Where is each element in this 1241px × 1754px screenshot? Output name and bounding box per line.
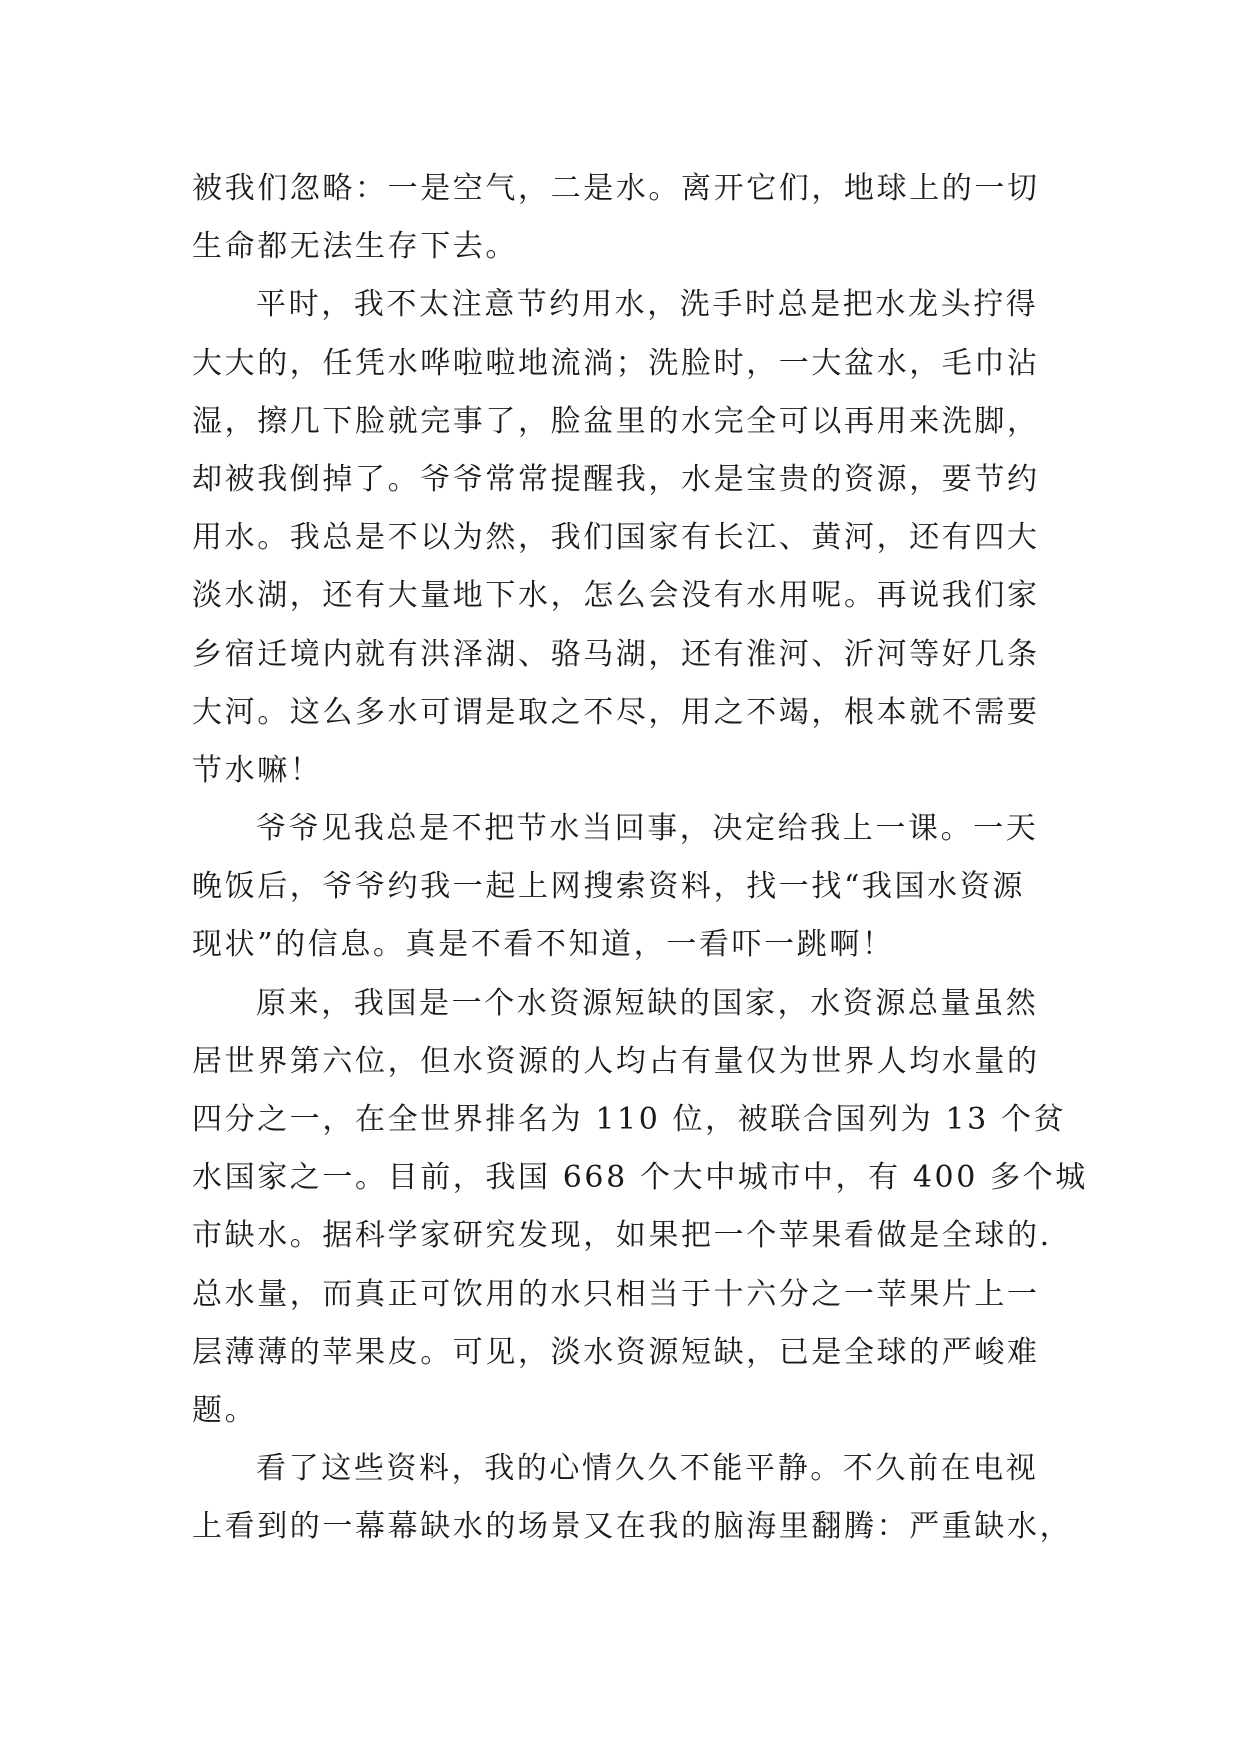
text-line: 水国家之一。目前，我国 668 个大中城市中，有 400 多个城	[192, 1160, 1088, 1196]
text-line: 湿，擦几下脸就完事了，脸盆里的水完全可以再用来洗脚，	[192, 403, 1040, 439]
text-line: 乡宿迁境内就有洪泽湖、骆马湖，还有淮河、沂河等好几条	[192, 636, 1040, 672]
text-line: 用水。我总是不以为然，我们国家有长江、黄河，还有四大	[192, 520, 1040, 556]
text-line: 四分之一，在全世界排名为 110 位，被联合国列为 13 个贫	[192, 1102, 1067, 1137]
text-line: 爷爷见我总是不把节水当回事，决定给我上一课。一天	[256, 811, 1039, 847]
text-line: 大大的，任凭水哗啦啦地流淌；洗脸时，一大盆水，毛巾沾	[192, 345, 1040, 381]
text-line: 节水嘛！	[192, 752, 323, 788]
text-line: 上看到的一幕幕缺水的场景又在我的脑海里翻腾：严重缺水，	[192, 1509, 1073, 1545]
text-line: 被我们忽略：一是空气，二是水。离开它们，地球上的一切	[192, 171, 1040, 206]
text-line: 原来，我国是一个水资源短缺的国家，水资源总量虽然	[256, 985, 1039, 1021]
text-line: 却被我倒掉了。爷爷常常提醒我，水是宝贵的资源，要节约	[192, 461, 1040, 497]
text-line: 总水量，而真正可饮用的水只相当于十六分之一苹果片上一	[192, 1276, 1040, 1312]
essay-body	[192, 160, 1088, 1557]
text-line: 市缺水。据科学家研究发现，如果把一个苹果看做是全球的.	[192, 1218, 1052, 1254]
text-line: 平时，我不太注意节约用水，洗手时总是把水龙头拧得	[256, 287, 1039, 323]
text-line: 居世界第六位，但水资源的人均占有量仅为世界人均水量的	[192, 1043, 1040, 1079]
text-line: 生命都无法生存下去。	[192, 229, 518, 265]
text-line: 题。	[192, 1392, 258, 1428]
text-line: 晚饭后，爷爷约我一起上网搜索资料，找一找“我国水资源	[192, 869, 1025, 905]
text-line: 大河。这么多水可谓是取之不尽，用之不竭，根本就不需要	[192, 694, 1040, 730]
text-line: 看了这些资料，我的心情久久不能平静。不久前在电视	[256, 1451, 1039, 1487]
text-line: 层薄薄的苹果皮。可见，淡水资源短缺，已是全球的严峻难	[192, 1334, 1040, 1370]
text-line: 淡水湖，还有大量地下水，怎么会没有水用呢。再说我们家	[192, 578, 1040, 614]
text-line: 现状”的信息。真是不看不知道，一看吓一跳啊！	[192, 927, 895, 963]
